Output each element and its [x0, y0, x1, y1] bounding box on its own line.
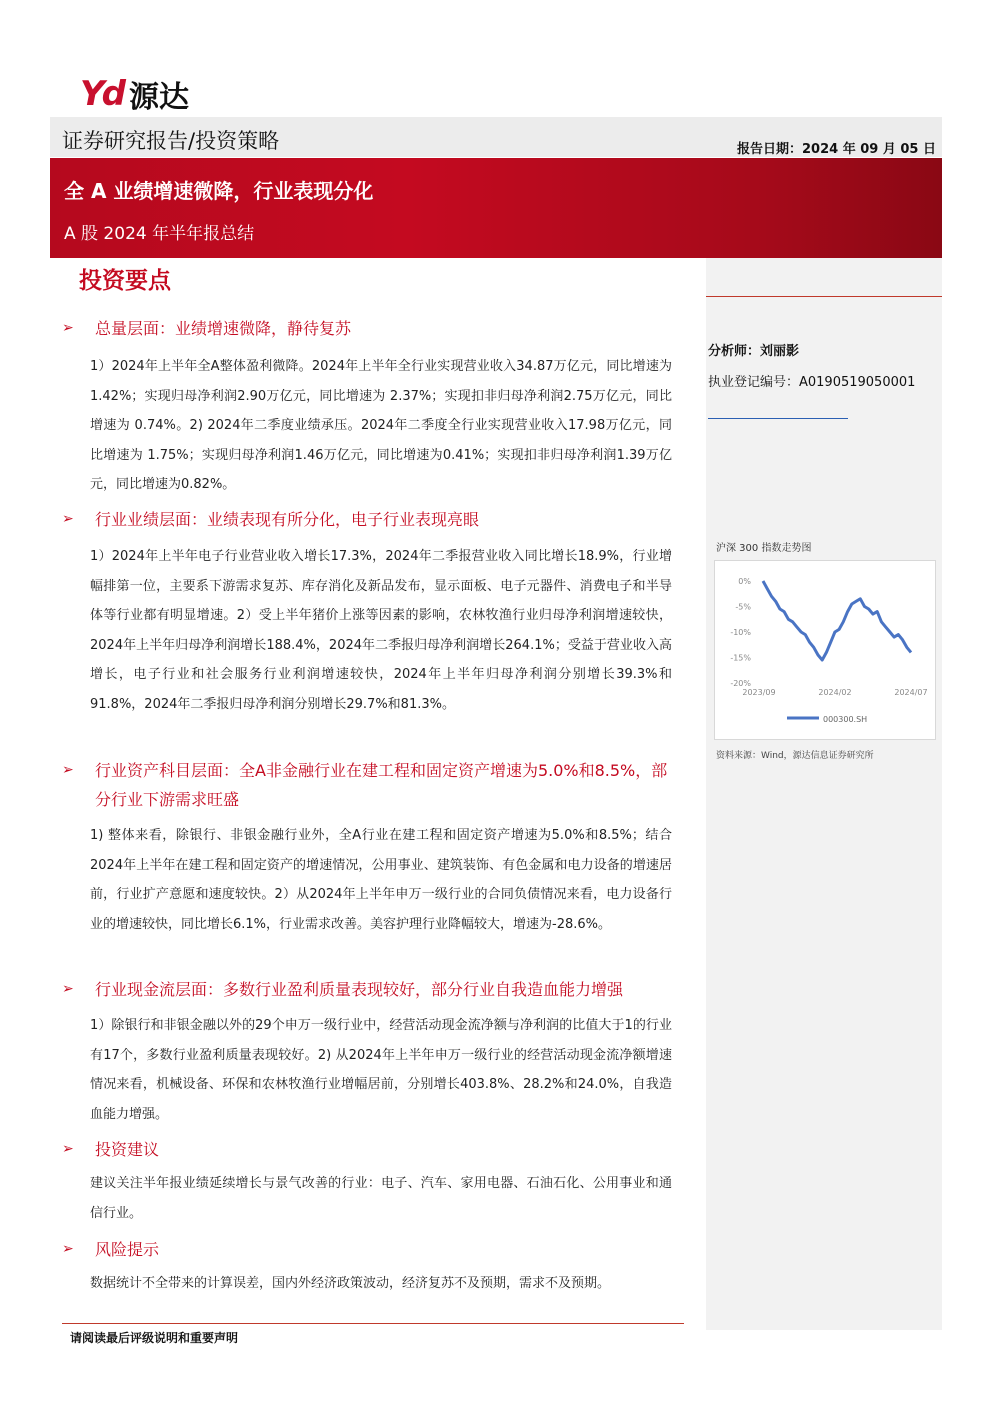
bullet-marker: ➢ — [62, 981, 74, 997]
index-chart — [714, 560, 936, 740]
chart-source: 资料来源：Wind，源达信息证券研究所 — [716, 751, 874, 761]
y-tick-label: -15% — [730, 653, 751, 663]
y-tick-label: 0% — [738, 577, 751, 586]
sidebar-underline — [708, 418, 848, 419]
x-tick-label: 2023/09 — [742, 688, 776, 697]
report-title: 全 A 业绩增速微降，行业表现分化 — [64, 179, 374, 203]
y-tick-label: -20% — [730, 679, 751, 688]
point-title: 行业资产科目层面：全A非金融行业在建工程和固定资产增速为5.0%和8.5%，部分行业下游需求旺盛 — [95, 761, 668, 809]
x-tick-label: 2024/02 — [818, 688, 852, 697]
point-text: 1）2024年上半年全A整体盈利微降。2024年上半年全行业实现营业收入34.87万亿元，同比增速为 1.42%；实现归母净利润2.90万亿元，同比增速为 2.37%；实现扣非归母净利润2.75万亿元，同比增速为 0.74%。2) 2024年二季度业绩承压。2024年二季度全行业实现营业收入17.98万亿元，同比增速为 1.75%；实现归母净利润1.46万亿元，同比增速为0.41%；实现扣非归母净利润1.39万亿元，同比增速为0.82%。 — [90, 359, 672, 492]
bullet-marker: ➢ — [62, 1241, 74, 1257]
point-text: 1）除银行和非银金融以外的29个申万一级行业中，经营活动现金流净额与净利润的比值大于1的行业有17个，多数行业盈利质量表现较好。2) 从2024年上半年申万一级行业的经营活动现金流净额增速情况来看，机械设备、环保和农林牧渔行业增幅居前，分别增长403.8%、28.2%和24.0%，自我造血能力增强。 — [90, 1018, 672, 1122]
footer-divider — [62, 1323, 684, 1324]
series-line — [763, 581, 911, 660]
point-text: 建议关注半年报业绩延续增长与景气改善的行业：电子、汽车、家用电器、石油石化、公用事业和通信行业。 — [90, 1176, 672, 1221]
logo-mark: Yd — [80, 74, 123, 114]
logo-brand: 源达 — [128, 80, 189, 115]
chart-svg — [715, 561, 935, 739]
y-tick-label: -10% — [730, 628, 751, 637]
sidebar-divider — [706, 296, 942, 297]
bullet-marker: ➢ — [62, 320, 74, 336]
report-date: 报告日期：2024 年 09 月 05 日 — [737, 142, 936, 157]
point-title: 投资建议 — [95, 1140, 160, 1159]
report-subtitle: A 股 2024 年半年报总结 — [64, 224, 255, 244]
point-title: 风险提示 — [95, 1240, 160, 1259]
legend-label: 000300.SH — [823, 715, 868, 724]
point-text: 1）2024年上半年电子行业营业收入增长17.3%，2024年二季报营业收入同比增长18.9%，行业增幅排第一位，主要系下游需求复苏、库存消化及新品发布，显示面板、电子元器件、消费电子和半导体等行业都有明显增速。2）受上半年猪价上涨等因素的影响，农林牧渔行业归母净利润增速较快，2024年上半年归母净利润增长188.4%，2024年二季报归母净利润增长264.1%；受益于营业收入高增长，电子行业和社会服务行业利润增速较快，2024年上半年归母净利润分别增长39.3%和91.8%，2024年二季报归母净利润分别增长29.7%和81.3%。 — [90, 549, 672, 712]
x-tick-label: 2024/07 — [894, 688, 928, 697]
chart-title: 沪深 300 指数走势图 — [716, 543, 812, 554]
point-text: 1) 整体来看，除银行、非银金融行业外，全A行业在建工程和固定资产增速为5.0%和8.5%；结合2024年上半年在建工程和固定资产的增速情况，公用事业、建筑装饰、有色金属和电力设备的增速居前，行业扩产意愿和速度较快。2）从2024年上半年申万一级行业的合同负债情况来看，电力设备行业的增速较快，同比增长6.1%，行业需求改善。美容护理行业降幅较大，增速为-28.6%。 — [90, 828, 672, 932]
registration-number: 执业登记编号：A0190519050001 — [708, 375, 916, 390]
bullet-marker: ➢ — [62, 1141, 74, 1157]
point-title: 总量层面：业绩增速微降，静待复苏 — [95, 319, 352, 338]
section-heading: 投资要点 — [79, 268, 171, 294]
bullet-marker: ➢ — [62, 511, 74, 527]
point-title: 行业业绩层面：业绩表现有所分化，电子行业表现亮眼 — [95, 510, 480, 529]
point-text: 数据统计不全带来的计算误差，国内外经济政策波动，经济复苏不及预期，需求不及预期。 — [90, 1276, 611, 1291]
point-title: 行业现金流层面：多数行业盈利质量表现较好，部分行业自我造血能力增强 — [95, 980, 624, 999]
footer-disclaimer: 请阅读最后评级说明和重要声明 — [70, 1331, 239, 1345]
y-tick-label: -5% — [735, 602, 751, 612]
bullet-marker: ➢ — [62, 762, 74, 778]
analyst-name: 分析师：刘丽影 — [708, 344, 800, 359]
report-type: 证券研究报告/投资策略 — [62, 129, 280, 153]
logo — [80, 74, 189, 115]
